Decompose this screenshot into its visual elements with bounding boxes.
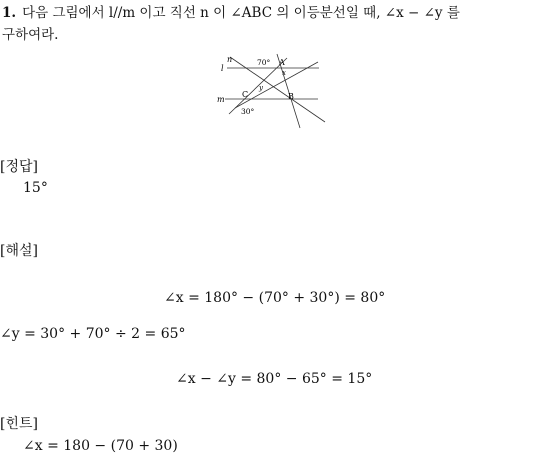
answer-header: [정답] [0, 159, 38, 175]
label-angle-70: 70° [257, 58, 271, 67]
problem-line-1: 다음 그림에서 l//m 이고 직선 n 이 ∠ABC 의 이등분선일 때, ∠x − ∠y 를 [22, 5, 460, 21]
label-angle-30: 30° [241, 107, 255, 116]
label-n: n [227, 55, 233, 64]
label-y: y [259, 84, 263, 92]
label-m: m [217, 95, 225, 104]
label-b: B [288, 92, 294, 101]
answer-value: 15° [23, 180, 48, 196]
hint-header: [힌트] [0, 416, 38, 432]
explanation-eq-2: ∠y = 30° + 70° ÷ 2 = 65° [0, 326, 186, 342]
geometry-figure [205, 52, 330, 132]
label-a: A [279, 58, 285, 67]
explanation-header: [해설] [0, 243, 38, 259]
problem-number: 1. [2, 5, 17, 21]
problem-text [2, 2, 532, 46]
problem-line-2: 구하여라. [2, 27, 59, 43]
label-l: l [221, 64, 224, 73]
explanation-eq-1: ∠x = 180° − (70° + 30°) = 80° [164, 290, 386, 306]
hint-eq: ∠x = 180 − (70 + 30) [23, 438, 178, 454]
label-c: C [242, 90, 249, 99]
label-x: x [282, 69, 286, 77]
explanation-eq-3: ∠x − ∠y = 80° − 65° = 15° [176, 371, 373, 387]
